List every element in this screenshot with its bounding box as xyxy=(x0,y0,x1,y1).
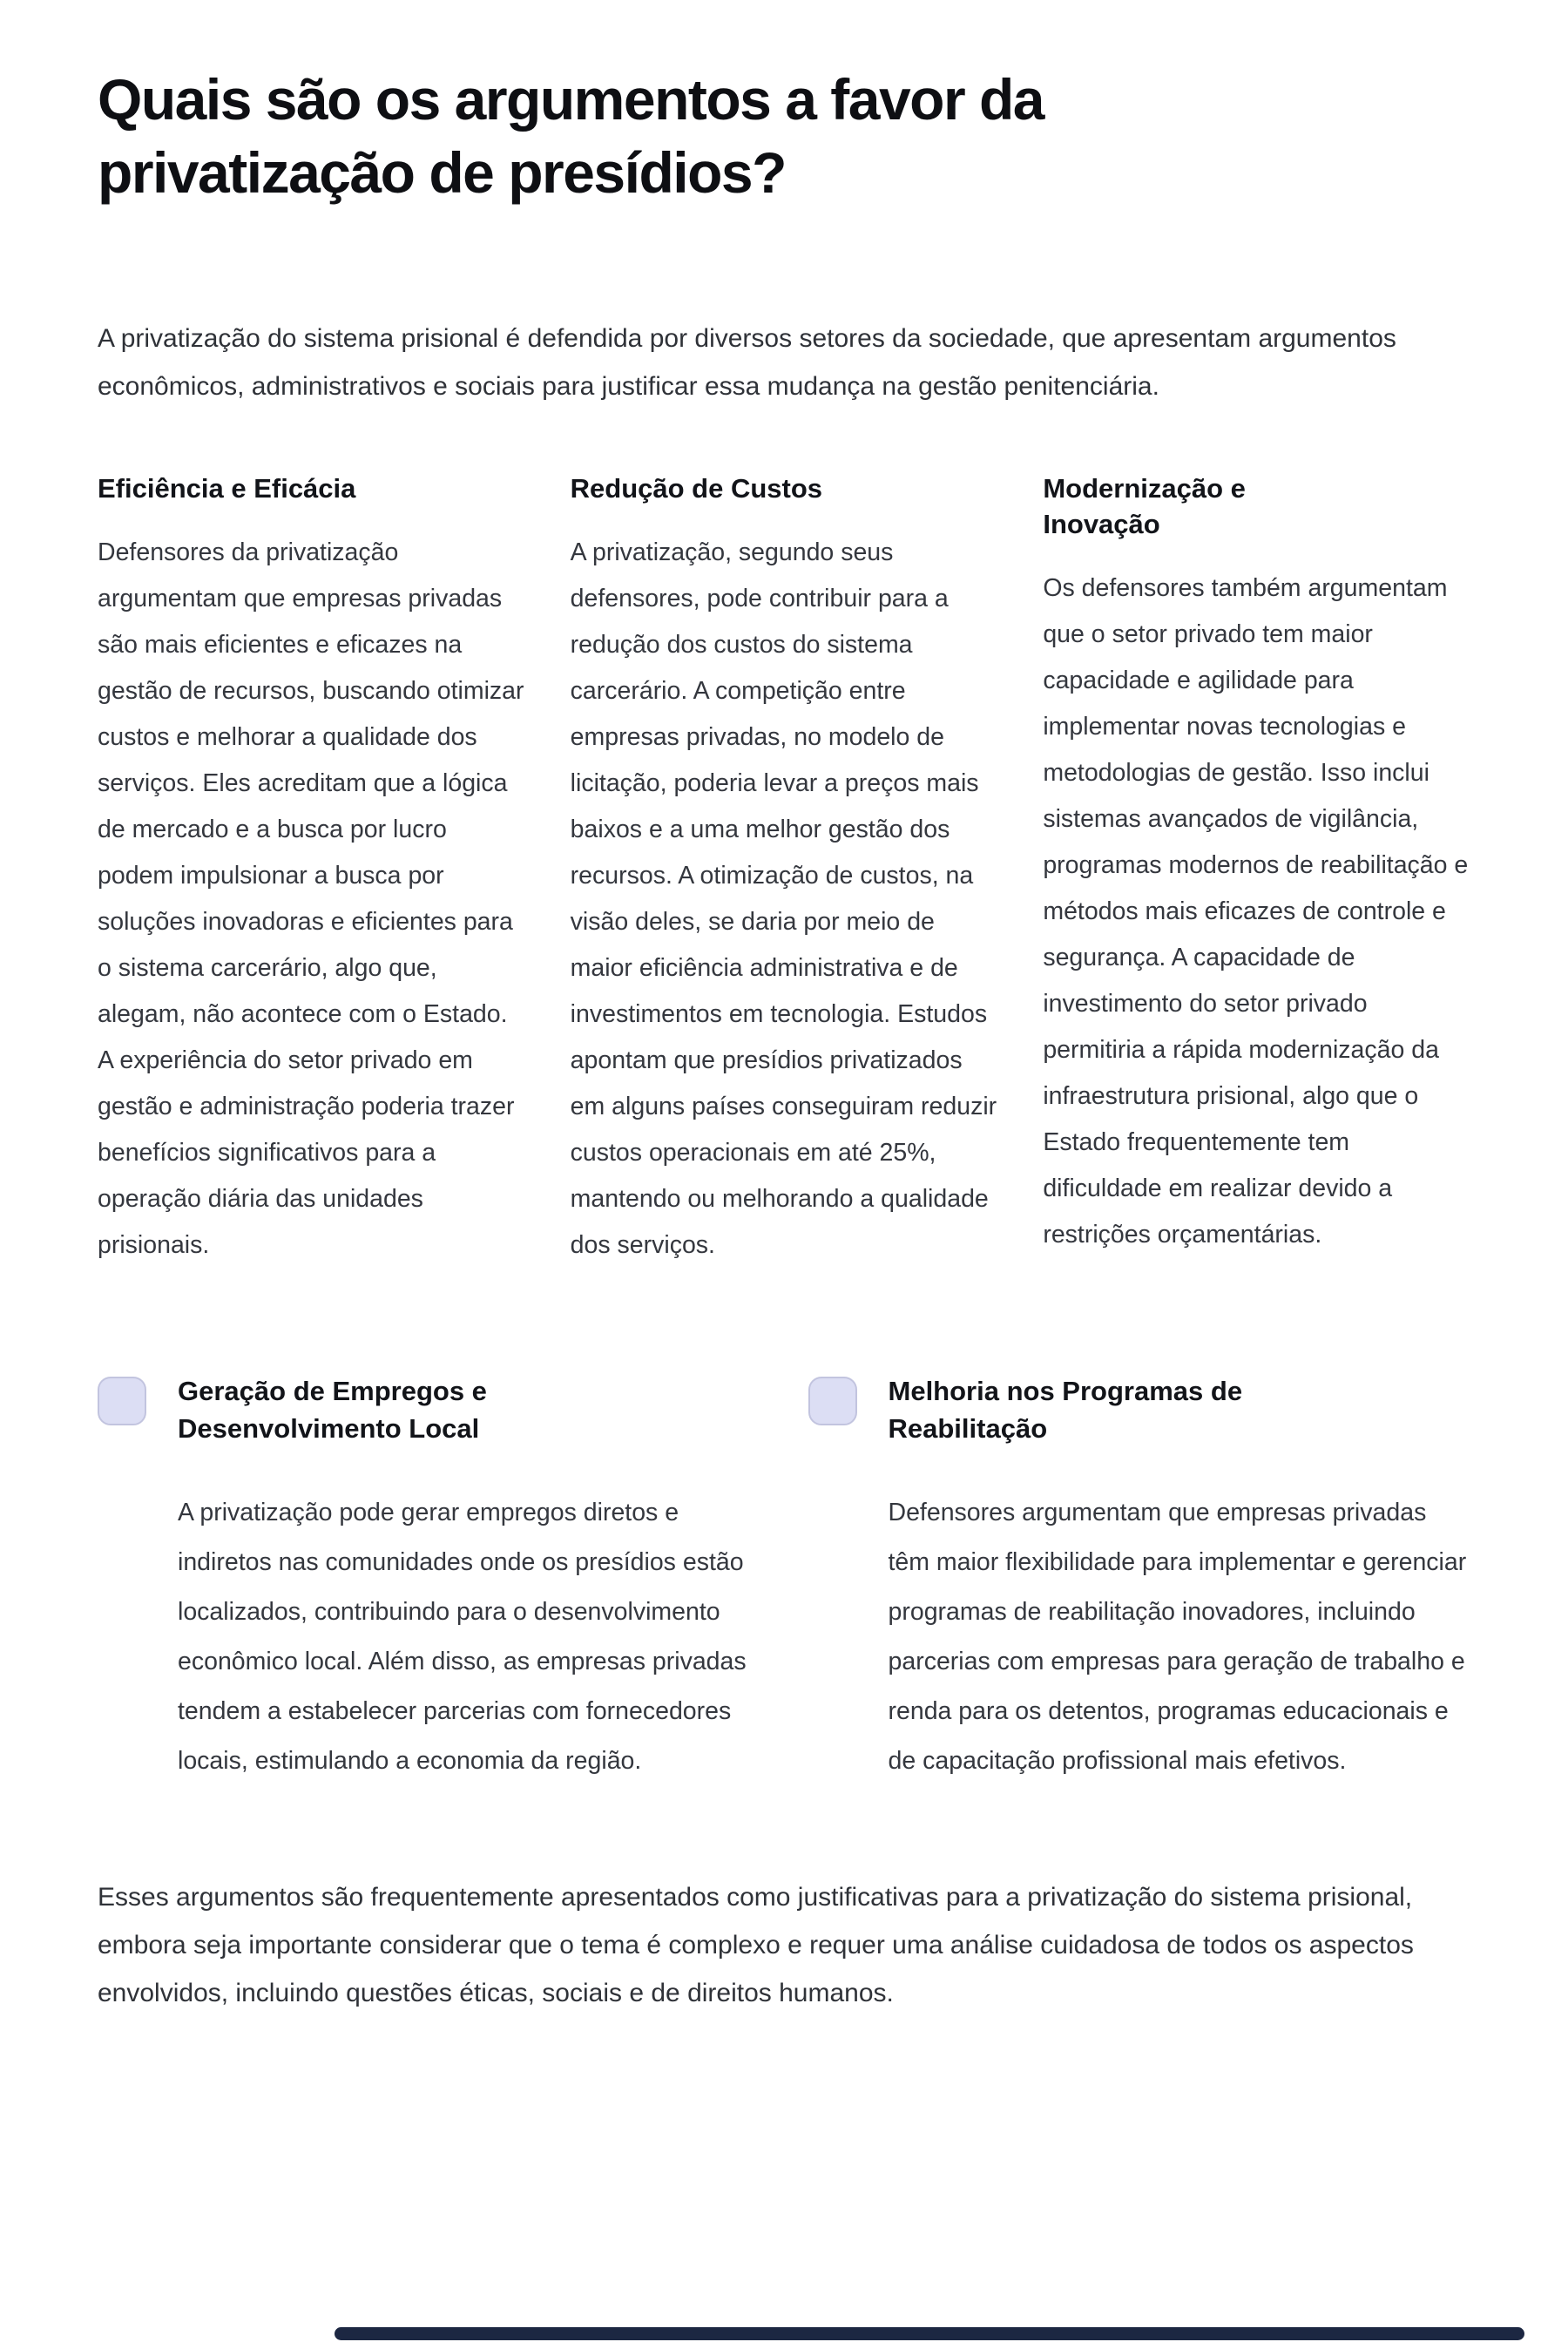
column-body: Defensores da privatização argumentam que empresas privadas são mais eficientes e eficazes na gestão de recursos, buscando otimizar custos e melhorar a qualidade dos serviços. Eles acreditam que a lógica de mercado e a busca por lucro podem impulsionar a busca por soluções inovadoras e eficientes para o sistema carcerário, algo que, alegam, não acontece com o Estado. A experiência do setor privado em gestão e administração poderia trazer benefícios significativos para a operação diária das unidades prisionais. xyxy=(98,538,524,1260)
feature-sections xyxy=(98,1373,1470,1786)
feature-heading: Geração de Empregos e Desenvolvimento Local xyxy=(178,1376,487,1444)
feature-heading: Melhoria nos Programas de Reabilitação xyxy=(888,1376,1243,1444)
page-title: Quais são os argumentos a favor da privatização de presídios? xyxy=(98,67,1044,206)
feature-geracao-empregos xyxy=(98,1373,760,1786)
closing-paragraph: Esses argumentos são frequentemente apresentados como justificativas para a privatização do sistema prisional, embora seja importante considerar que o tema é complexo e requer uma análise cuidadosa de todos os aspectos envolvidos, incluindo questões éticas, sociais e de direitos humanos. xyxy=(98,1882,1414,2008)
feature-melhoria-reabilitacao xyxy=(808,1373,1471,1786)
feature-body: A privatização pode gerar empregos diretos e indiretos nas comunidades onde os presídios estão localizados, contribuindo para o desenvolvimento econômico local. Além disso, as empresas privadas tendem a estabelecer parcerias com fornecedores locais, estimulando a economia da região. xyxy=(178,1498,747,1775)
column-reducao-custos xyxy=(571,471,998,1269)
rounded-square-placeholder-icon xyxy=(808,1377,857,1425)
column-heading: Redução de Custos xyxy=(570,473,823,504)
feature-content xyxy=(178,1373,760,1786)
column-heading: Eficiência e Eficácia xyxy=(98,473,356,504)
intro-paragraph: A privatização do sistema prisional é defendida por diversos setores da sociedade, que apresentam argumentos econômicos, administrativos e sociais para justificar essa mudança na gestão penitenciária. xyxy=(98,323,1396,402)
feature-content xyxy=(889,1373,1471,1786)
feature-body: Defensores argumentam que empresas privadas têm maior flexibilidade para implementar e gerenciar programas de reabilitação inovadores, incluindo parcerias com empresas para geração de trabalho e renda para os detentos, programas educacionais e de capacitação profissional mais efetivos. xyxy=(888,1498,1467,1775)
article xyxy=(0,63,1568,2017)
column-heading: Modernização e Inovação xyxy=(1043,473,1246,540)
argument-columns xyxy=(98,471,1470,1269)
column-body: A privatização, segundo seus defensores, pode contribuir para a redução dos custos do sistema carcerário. A competição entre empresas privadas, no modelo de licitação, poderia levar a preços mais baixos e a uma melhor gestão dos recursos. A otimização de custos, na visão deles, se daria por meio de maior eficiência administrativa e de investimentos em tecnologia. Estudos apontam que presídios privatizados em alguns países conseguiram reduzir custos operacionais em até 25%, mantendo ou melhorando a qualidade dos serviços. xyxy=(570,538,997,1260)
column-body: Os defensores também argumentam que o setor privado tem maior capacidade e agilidade para implementar novas tecnologias e metodologias de gestão. Isso inclui sistemas avançados de vigilância, programas modernos de reabilitação e métodos mais eficazes de controle e segurança. A capacidade de investimento do setor privado permitiria a rápida modernização da infraestrutura prisional, algo que o Estado frequentemente tem dificuldade em realizar devido a restrições orçamentárias. xyxy=(1043,574,1469,1249)
column-eficiencia xyxy=(98,471,525,1269)
column-modernizacao xyxy=(1043,471,1470,1269)
horizontal-scrollbar-thumb[interactable] xyxy=(335,2327,1524,2340)
rounded-square-placeholder-icon xyxy=(98,1377,146,1425)
